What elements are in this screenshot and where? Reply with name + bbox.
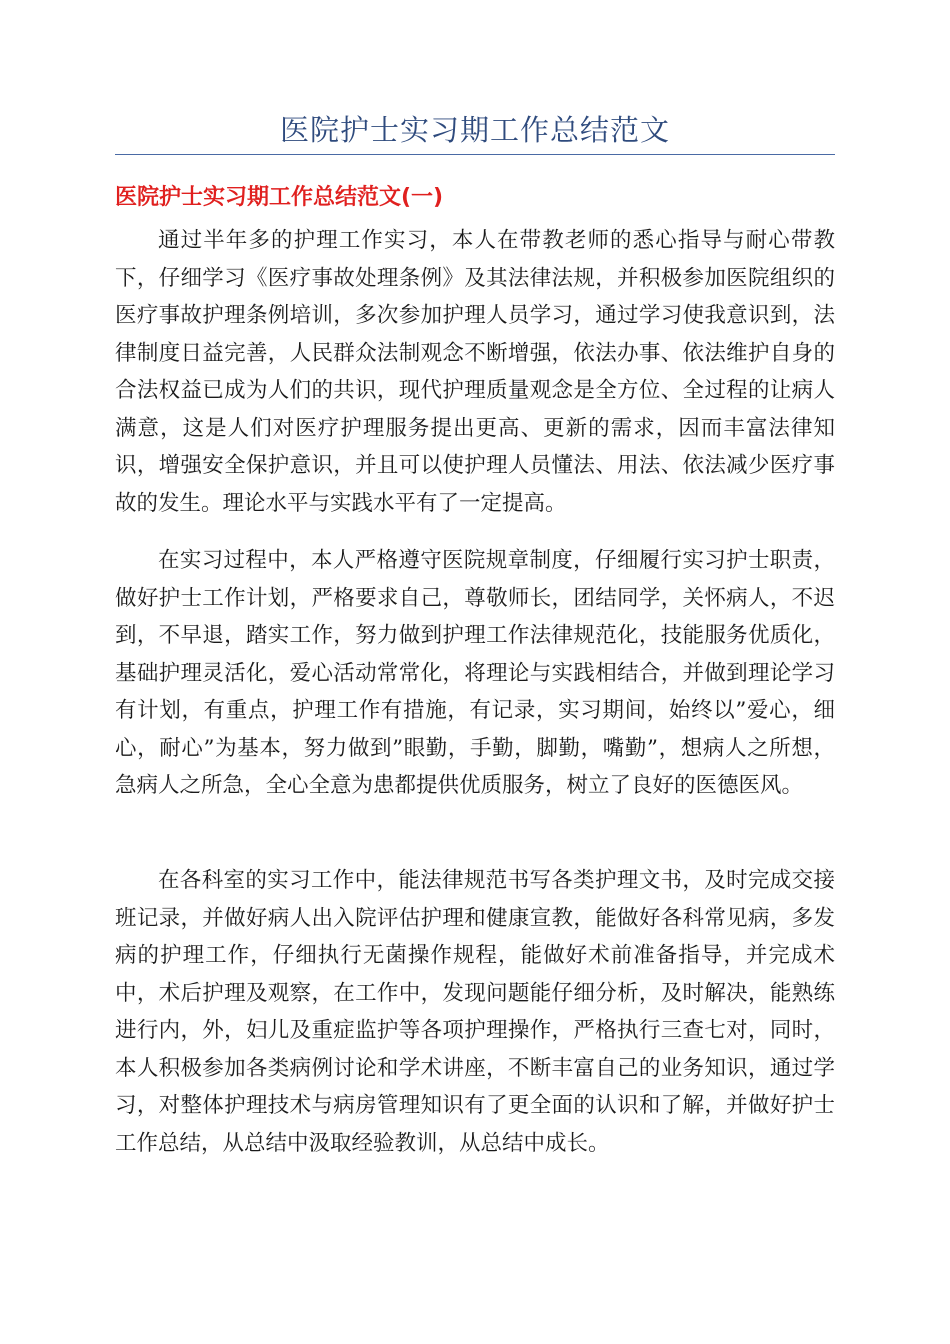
body-paragraph-2: 在实习过程中，本人严格遵守医院规章制度，仔细履行实习护士职责，做好护士工作计划，严格要求自己，尊敬师长，团结同学，关怀病人，不迟到，不早退，踏实工作，努力做到护理工作法律规范化，技能服务优质化，基础护理灵活化，爱心活动常常化，将理论与实践相结合，并做到理论学习有计划，有重点，护理工作有措施，有记录，实习期间，始终以”爱心，细心，耐心”为基本，努力做到”眼勤，手勤，脚勤，嘴勤”，想病人之所想，急病人之所急，全心全意为患都提供优质服务，树立了良好的医德医风。	[115, 548, 835, 798]
document-title: 医院护士实习期工作总结范文	[279, 113, 670, 147]
body-paragraph-1: 通过半年多的护理工作实习，本人在带教老师的悉心指导与耐心带教下，仔细学习《医疗事故处理条例》及其法律法规，并积极参加医院组织的医疗事故护理条例培训，多次参加护理人员学习，通过学习使我意识到，法律制度日益完善，人民群众法制观念不断增强，依法办事、依法维护自身的合法权益已成为人们的共识，现代护理质量观念是全方位、全过程的让病人满意，这是人们对医疗护理服务提出更高、更新的需求，因而丰富法律知识，增强安全保护意识，并且可以使护理人员懂法、用法、依法减少医疗事故的发生。理论水平与实践水平有了一定提高。	[115, 228, 835, 516]
section-heading: 医院护士实习期工作总结范文(一)	[115, 185, 444, 210]
body-paragraph-3: 在各科室的实习工作中，能法律规范书写各类护理文书，及时完成交接班记录，并做好病人出入院评估护理和健康宣教，能做好各科常见病，多发病的护理工作，仔细执行无菌操作规程，能做好术前准备指导，并完成术中，术后护理及观察，在工作中，发现问题能仔细分析，及时解决，能熟练进行内，外，妇儿及重症监护等各项护理操作，严格执行三查七对，同时，本人积极参加各类病例讨论和学术讲座，不断丰富自己的业务知识，通过学习，对整体护理技术与病房管理知识有了更全面的认识和了解，并做好护士工作总结，从总结中汲取经验教训，从总结中成长。	[115, 868, 835, 1156]
title-divider	[115, 154, 835, 155]
